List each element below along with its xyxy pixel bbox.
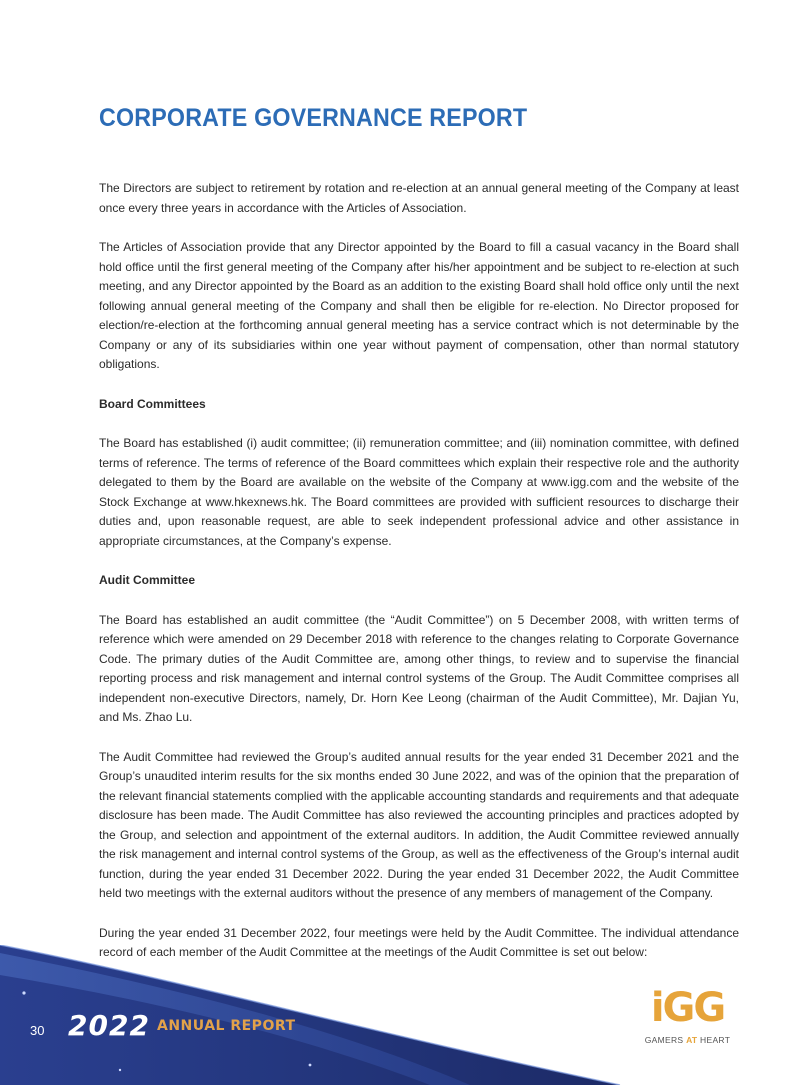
paragraph-retirement: The Directors are subject to retirement by rotation and re-election at an annual general meeting of the Company at least once every three years in accordance with the Articles of Association. xyxy=(99,181,739,215)
paragraph-audit-established: The Board has established an audit committee (the “Audit Committee”) on 5 December 2008, with written terms of reference which were amended on 29 December 2018 with reference to the changes relating to Corporate Governance Code. The primary duties of the Audit Committee are, among other things, to review and to supervise the financial reporting process and risk management and internal control systems of the Group. The Audit Committee comprises all independent non-executive Directors, namely, Dr. Horn Kee Leong (chairman of the Audit Committee), Mr. Dajian Yu, and Ms. Zhao Lu. xyxy=(99,612,739,724)
tagline-part1: GAMERS xyxy=(644,1035,687,1045)
paragraph-audit-review: The Audit Committee had reviewed the Group’s audited annual results for the year ended 31 December 2021 and the Group’s unaudited interim results for the six months ended 30 June 2022, and was of the opinion that the preparation of the relevant financial statements complied with the applicable accounting standards and requirements and that adequate disclosure has been made. The Audit Committee has also reviewed the accounting principles and practices adopted by the Group, and selection and appointment of the external auditors. In addition, the Audit Committee reviewed annually the risk management and internal control systems of the Group, as well as the effectiveness of the Group’s internal audit function, during the year ended 31 December 2022. During the year ended 31 December 2022, the Audit Committee held two meetings with the external auditors without the presence of any members of management of the Company. xyxy=(99,749,739,900)
paragraph-audit-meetings: During the year ended 31 December 2022, four meetings were held by the Audit Committee. The individual attendance record of each member of the Audit Committee at the meetings of the Audit Committee is set out below: xyxy=(99,925,739,959)
igg-logo xyxy=(630,985,745,1055)
report-body xyxy=(99,179,739,963)
tagline-accent: AT xyxy=(686,1035,698,1045)
page-title: CORPORATE GOVERNANCE REPORT xyxy=(99,104,528,132)
report-year: 2022 xyxy=(68,1009,150,1042)
heading-board-committees: Board Committees xyxy=(99,396,206,411)
logo-wordmark: iGG xyxy=(650,985,725,1031)
paragraph-board-committees: The Board has established (i) audit committee; (ii) remuneration committee; and (iii) nomination committee, with defined terms of reference. The terms of reference of the Board committees which explain their respective role and the authority delegated to them by the Board are available on the website of the Company at www.igg.com and the website of the Stock Exchange at www.hkexnews.hk. The Board committees are provided with sufficient resources to discharge their duties and, upon reasonable request, are able to seek independent professional advice and other assistance in appropriate circumstances, at the Company’s expense. xyxy=(99,436,739,548)
paragraph-articles: The Articles of Association provide that any Director appointed by the Board to fill a casual vacancy in the Board shall hold office until the first general meeting of the Company after his/her appointment and be subject to re-election at such meeting, and any Director appointed by the Board as an addition to the existing Board shall hold office only until the next following annual general meeting of the Company and shall then be eligible for re-election. No Director proposed for election/re-election at the forthcoming annual general meeting has a service contract which is not determinable by the Company or any of its subsidiaries within one year without payment of compensation, other than normal statutory obligations. xyxy=(99,240,739,371)
footer-banner xyxy=(0,945,800,1085)
heading-audit-committee: Audit Committee xyxy=(99,573,195,587)
page-number: 30 xyxy=(30,1023,45,1038)
annual-report-label: ANNUAL REPORT xyxy=(157,1018,296,1034)
tagline-part2: HEART xyxy=(697,1035,731,1045)
logo-tagline xyxy=(630,1035,745,1045)
